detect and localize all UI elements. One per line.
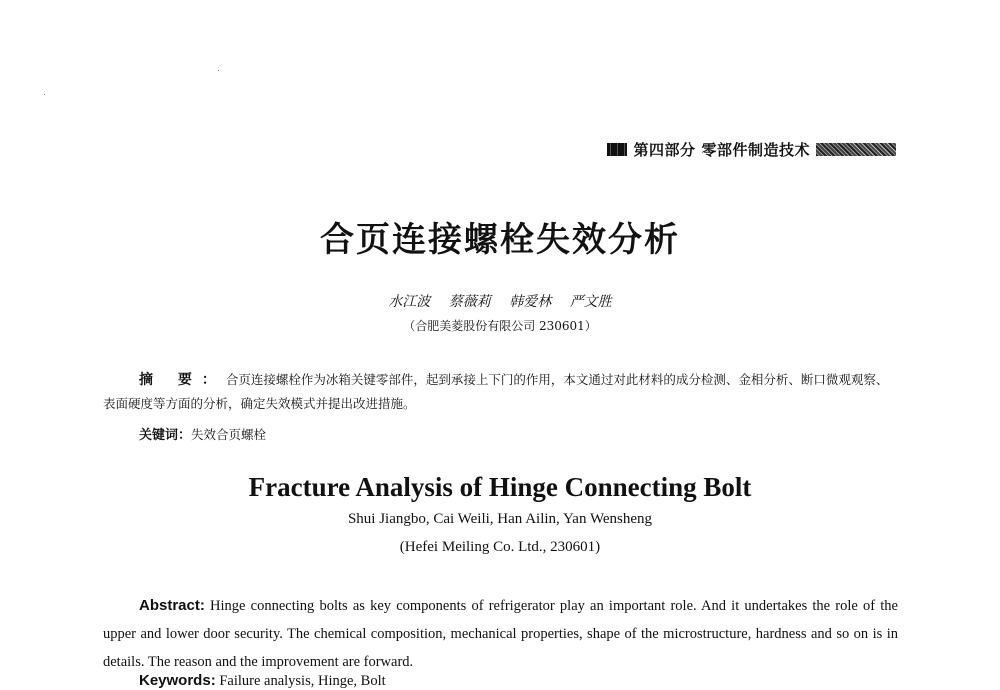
english-keywords-text: Failure analysis, Hinge, Bolt — [219, 673, 386, 689]
chinese-affiliation: （合肥美菱股份有限公司 230601） — [403, 319, 597, 333]
english-keywords-label: Keywords: — [139, 672, 216, 689]
chinese-abstract-label: 摘 要： — [139, 372, 226, 388]
english-keywords — [139, 672, 386, 690]
chinese-keywords — [139, 424, 266, 443]
english-authors: Shui Jiangbo, Cai Weili, Han Ailin, Yan Wensheng — [347, 511, 653, 527]
section-topic: 零部件制造技术 — [701, 141, 810, 159]
chinese-authors: 水江波 蔡薇莉 韩爱林 严文胜 — [388, 294, 612, 310]
chinese-keywords-text: 失效合页螺栓 — [191, 427, 267, 442]
english-abstract-text: Hinge connecting bolts as key components of refrigerator play an important role. And it undertakes the role of the upper and lower door security. The chemical composition, mechanical properties, shape of the microstructure, hardness and so on is in details. The reason and the improvement are forward. — [103, 598, 898, 670]
header-block-icon — [607, 143, 627, 156]
section-number: 第四部分 — [633, 141, 696, 159]
section-header — [607, 139, 896, 160]
scan-speck — [44, 94, 45, 95]
english-title: Fracture Analysis of Hinge Connecting Bolt — [248, 472, 752, 502]
scan-speck — [218, 70, 219, 71]
chinese-title: 合页连接螺栓失效分析 — [320, 220, 680, 260]
english-affiliation: (Hefei Meiling Co. Ltd., 230601) — [399, 539, 601, 555]
chinese-abstract — [103, 368, 898, 416]
chinese-abstract-text: 合页连接螺栓作为冰箱关键零部件，起到承接上下门的作用，本文通过对此材料的成分检测、金相分析、断口微观观察、表面硬度等方面的分析，确定失效模式并提出改进措施。 — [103, 372, 889, 411]
english-abstract-label: Abstract: — [139, 597, 205, 614]
header-pattern-icon — [816, 143, 896, 156]
chinese-keywords-label: 关键词： — [139, 428, 192, 443]
english-abstract — [103, 592, 898, 676]
